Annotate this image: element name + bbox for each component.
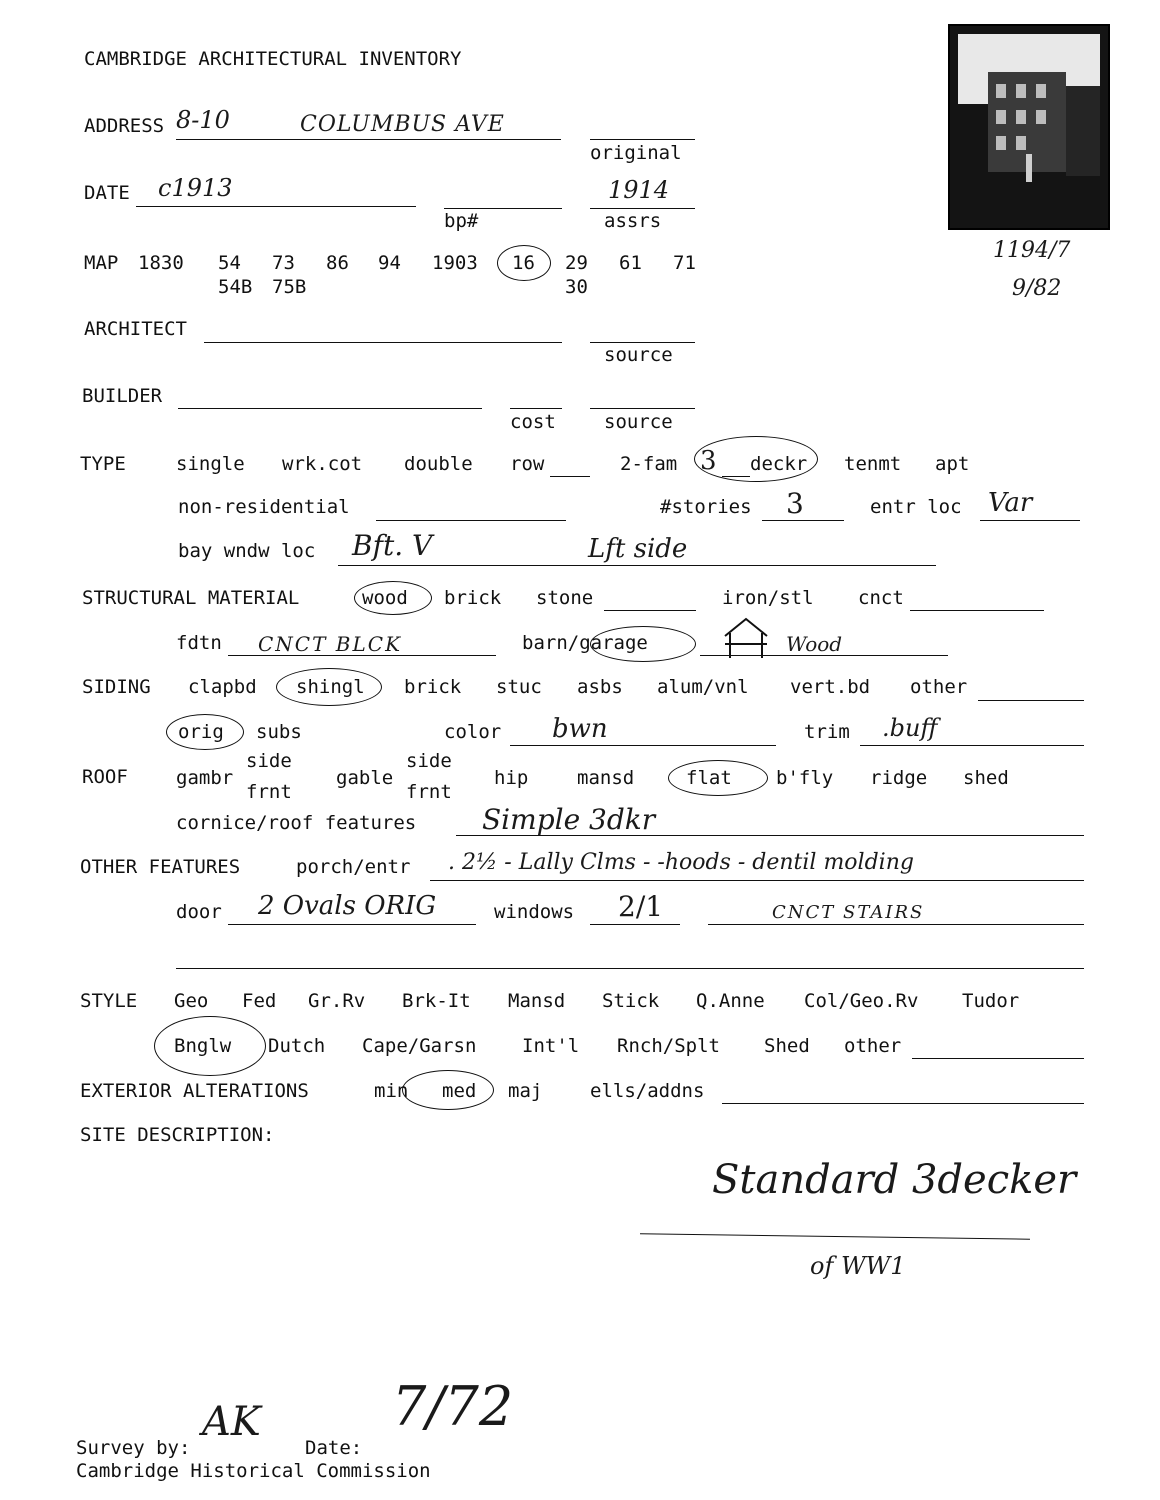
map-71: 71 <box>673 252 696 274</box>
roof-gable-frnt: frnt <box>406 781 452 803</box>
photo-ref-2: 9/82 <box>1012 276 1062 301</box>
type-single: single <box>176 453 245 475</box>
roof-gable: gable <box>336 767 394 789</box>
siding-asbs: asbs <box>577 676 623 698</box>
style-brk-it: Brk-It <box>402 990 471 1012</box>
type-apt: apt <box>935 453 970 475</box>
cost-label: cost <box>510 411 556 433</box>
original-label: original <box>590 142 682 164</box>
map-1830: 1830 <box>138 252 184 274</box>
architect-source-label: source <box>604 344 673 366</box>
siding-stuc: stuc <box>496 676 542 698</box>
siding-shingl-circle <box>276 668 382 706</box>
style-gr-rv: Gr.Rv <box>308 990 366 1012</box>
cornice-label: cornice/roof features <box>176 812 417 834</box>
other-features-label: OTHER FEATURES <box>80 856 241 878</box>
style-label: STYLE <box>80 990 138 1012</box>
bay-window-value-2: Lft side <box>588 534 688 564</box>
roof-shed: shed <box>963 767 1009 789</box>
roof-gable-side: side <box>406 750 452 772</box>
type-wrk-cot: wrk.cot <box>282 453 363 475</box>
siding-brick: brick <box>404 676 462 698</box>
trim-label: trim <box>804 721 850 743</box>
roof-label: ROOF <box>82 766 128 788</box>
map-61: 61 <box>619 252 642 274</box>
structural-iron: iron/stl <box>722 587 814 609</box>
subs-label: subs <box>256 721 302 743</box>
alterations-label: EXTERIOR ALTERATIONS <box>80 1080 309 1102</box>
bay-window-value: Bft. V <box>352 529 433 562</box>
type-deckr: deckr <box>750 453 808 475</box>
roof-bfly: b'fly <box>776 767 834 789</box>
map-30: 30 <box>565 276 588 298</box>
bay-window-label: bay wndw loc <box>178 540 316 562</box>
roof-mansd: mansd <box>577 767 635 789</box>
trim-value: .buff <box>882 714 938 742</box>
site-note-1: Standard 3decker <box>712 1157 1077 1203</box>
siding-shingl: shingl <box>296 676 365 698</box>
orig-label: orig <box>178 721 224 743</box>
other-features-extra: CNCT STAIRS <box>772 902 925 923</box>
ells-addns-label: ells/addns <box>590 1080 705 1102</box>
style-rnch-splt: Rnch/Splt <box>617 1035 720 1057</box>
door-label: door <box>176 901 222 923</box>
site-note-2: of WW1 <box>810 1252 906 1280</box>
entr-loc-value: Var <box>988 488 1033 518</box>
map-54b: 54B <box>218 276 253 298</box>
structural-stone: stone <box>536 587 594 609</box>
style-stick: Stick <box>602 990 660 1012</box>
orig-circle <box>166 714 244 750</box>
map-75b: 75B <box>272 276 307 298</box>
siding-vert-bd: vert.bd <box>790 676 871 698</box>
type-3-deckr-circle <box>694 436 818 482</box>
alteration-med-circle <box>402 1070 494 1110</box>
style-col-geo-rv: Col/Geo.Rv <box>804 990 919 1012</box>
style-dutch: Dutch <box>268 1035 326 1057</box>
stories-label: #stories <box>660 496 752 518</box>
building-photo <box>948 24 1110 230</box>
map-29: 29 <box>565 252 588 274</box>
map-16: 16 <box>512 252 535 274</box>
cornice-value: Simple 3dkr <box>482 803 656 836</box>
nonres-label: non-residential <box>178 496 350 518</box>
roof-gambr-frnt: frnt <box>246 781 292 803</box>
style-shed: Shed <box>764 1035 810 1057</box>
map-73: 73 <box>272 252 295 274</box>
map-94: 94 <box>378 252 401 274</box>
survey-by-value: AK <box>202 1399 261 1445</box>
address-label: ADDRESS <box>84 115 165 137</box>
type-2-fam: 2-fam <box>620 453 678 475</box>
type-tenmt: tenmt <box>844 453 902 475</box>
roof-ridge: ridge <box>870 767 928 789</box>
roof-gambr: gambr <box>176 767 234 789</box>
siding-clapbd: clapbd <box>188 676 257 698</box>
siding-other: other <box>910 676 968 698</box>
style-q-anne: Q.Anne <box>696 990 765 1012</box>
siding-label: SIDING <box>82 676 151 698</box>
structural-brick: brick <box>444 587 502 609</box>
style-bnglw: Bnglw <box>174 1035 232 1057</box>
alteration-med: med <box>442 1080 477 1102</box>
structural-wood-circle <box>354 581 432 615</box>
color-value: bwn <box>552 714 608 744</box>
photo-ref-1: 1194/7 <box>993 238 1071 263</box>
architect-label: ARCHITECT <box>84 318 187 340</box>
builder-label: BUILDER <box>82 385 163 407</box>
siding-alum: alum/vnl <box>657 676 749 698</box>
map-16-circle <box>497 245 551 281</box>
bp-label: bp# <box>444 210 479 232</box>
windows-label: windows <box>494 901 575 923</box>
type-double: double <box>404 453 473 475</box>
garage-circle <box>590 626 696 662</box>
door-value: 2 Ovals ORIG <box>258 891 437 921</box>
color-label: color <box>444 721 502 743</box>
fdtn-label: fdtn <box>176 632 222 654</box>
date-value: c1913 <box>158 174 233 202</box>
structural-cnct: cnct <box>858 587 904 609</box>
commission-name: Cambridge Historical Commission <box>76 1460 431 1482</box>
builder-source-label: source <box>604 411 673 433</box>
alteration-min: min <box>374 1080 409 1102</box>
fdtn-value: CNCT BLCK <box>258 632 403 656</box>
map-label: MAP <box>84 252 119 274</box>
map-54: 54 <box>218 252 241 274</box>
roof-flat-circle <box>668 760 768 796</box>
map-1903: 1903 <box>432 252 478 274</box>
roof-gambr-side: side <box>246 750 292 772</box>
structural-label: STRUCTURAL MATERIAL <box>82 587 300 609</box>
address-number: 8-10 <box>176 106 230 134</box>
roof-hip: hip <box>494 767 529 789</box>
survey-date-label: Date: <box>305 1437 363 1459</box>
type-row: row <box>510 453 545 475</box>
style-cape-garsn: Cape/Garsn <box>362 1035 477 1057</box>
style-mansd: Mansd <box>508 990 566 1012</box>
garage-material-value: Wood <box>786 632 843 656</box>
roof-flat: flat <box>686 767 732 789</box>
style-intl: Int'l <box>522 1035 580 1057</box>
windows-value: 2/1 <box>618 890 664 923</box>
stories-value: 3 <box>786 487 804 520</box>
structural-wood: wood <box>362 587 408 609</box>
entr-loc-label: entr loc <box>870 496 962 518</box>
style-geo: Geo <box>174 990 209 1012</box>
type-label: TYPE <box>80 453 126 475</box>
style-fed: Fed <box>242 990 277 1012</box>
alteration-maj: maj <box>508 1080 543 1102</box>
garage-sketch-icon <box>722 616 770 660</box>
form-title: CAMBRIDGE ARCHITECTURAL INVENTORY <box>84 48 462 70</box>
map-86: 86 <box>326 252 349 274</box>
date-label: DATE <box>84 182 130 204</box>
assrs-label: assrs <box>604 210 662 232</box>
porch-value: . 2½ - Lally Clms - -hoods - dentil molding <box>448 850 914 875</box>
survey-by-label: Survey by: <box>76 1437 191 1459</box>
type-3: 3 <box>700 446 717 476</box>
assrs-value: 1914 <box>608 176 670 204</box>
porch-label: porch/entr <box>296 856 411 878</box>
style-other: other <box>844 1035 902 1057</box>
barn-garage-label: barn/garage <box>522 632 648 654</box>
style-tudor: Tudor <box>962 990 1020 1012</box>
survey-date-value: 7/72 <box>392 1375 514 1438</box>
site-description-label: SITE DESCRIPTION: <box>80 1124 275 1146</box>
address-street: COLUMBUS AVE <box>300 112 505 137</box>
style-bnglw-circle <box>154 1016 266 1076</box>
